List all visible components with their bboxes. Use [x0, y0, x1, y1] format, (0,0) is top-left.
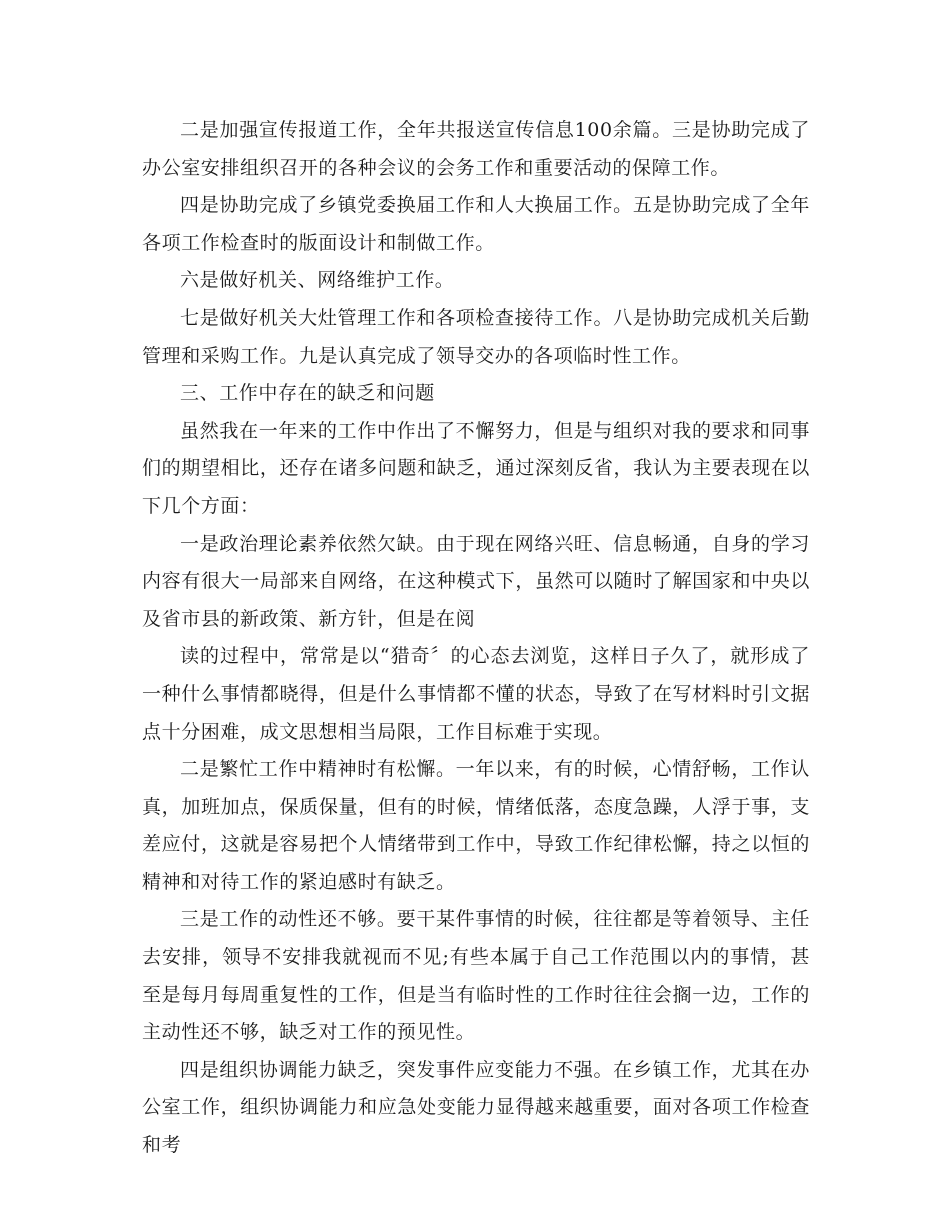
- paragraph-problems-intro: 虽然我在一年来的工作中作出了不懈努力，但是与组织对我的要求和同事们的期望相比，还存在诸多问题和缺乏，通过深刻反省，我认为主要表现在以下几个方面：: [142, 419, 810, 517]
- paragraph-work-slackness: 二是繁忙工作中精神时有松懈。一年以来，有的时候，心情舒畅，工作认真，加班加点，保质保量，但有的时候，情绪低落，态度急躁，人浮于事，支差应付，这就是容易把个人情绪带到工作中，导致工作纪律松懈，持之以恒的精神和对待工作的紧迫感时有缺乏。: [142, 758, 810, 893]
- section-heading-problems: 三、工作中存在的缺乏和问题: [180, 382, 435, 405]
- paragraph-canteen-management: 七是做好机关大灶管理工作和各项检查接待工作。八是协助完成机关后勤管理和采购工作。九是认真完成了领导交办的各项临时性工作。: [142, 306, 810, 367]
- paragraph-political-theory: 一是政治理论素养依然欠缺。由于现在网络兴旺、信息畅通，自身的学习内容有很大一局部来自网络，在这种模式下，虽然可以随时了解国家和中央以及省市县的新政策、新方针，但是在阅: [142, 532, 810, 630]
- paragraph-network-maintenance: 六是做好机关、网络维护工作。: [180, 269, 455, 292]
- paragraph-reading-habits: 读的过程中，常常是以“猎奇〞的心态去浏览，这样日子久了，就形成了一种什么事情都晓得，但是什么事情都不懂的状态，导致了在写材料时引文据点十分困难，成文思想相当局限，工作目标难于实现。: [142, 645, 810, 743]
- paragraph-coordination: 四是组织协调能力缺乏，突发事件应变能力不强。在乡镇工作，尤其在办公室工作，组织协调能力和应急处变能力显得越来越重要，面对各项工作检查和考: [142, 1058, 810, 1157]
- document-page: [142, 112, 810, 1165]
- paragraph-publicity-work: 二是加强宣传报道工作，全年共报送宣传信息100余篇。三是协助完成了办公室安排组织召开的各种会议的会务工作和重要活动的保障工作。: [142, 119, 810, 179]
- paragraph-election-work: 四是协助完成了乡镇党委换届工作和人大换届工作。五是协助完成了全年各项工作检查时的版面设计和制做工作。: [142, 194, 810, 254]
- paragraph-initiative: 三是工作的动性还不够。要干某件事情的时候，往往都是等着领导、主任去安排，领导不安排我就视而不见;有些本属于自己工作范围以内的事情，甚至是每月每周重复性的工作，但是当有临时性的工作时往往会搁一边，工作的主动性还不够，缺乏对工作的预见性。: [142, 908, 810, 1044]
